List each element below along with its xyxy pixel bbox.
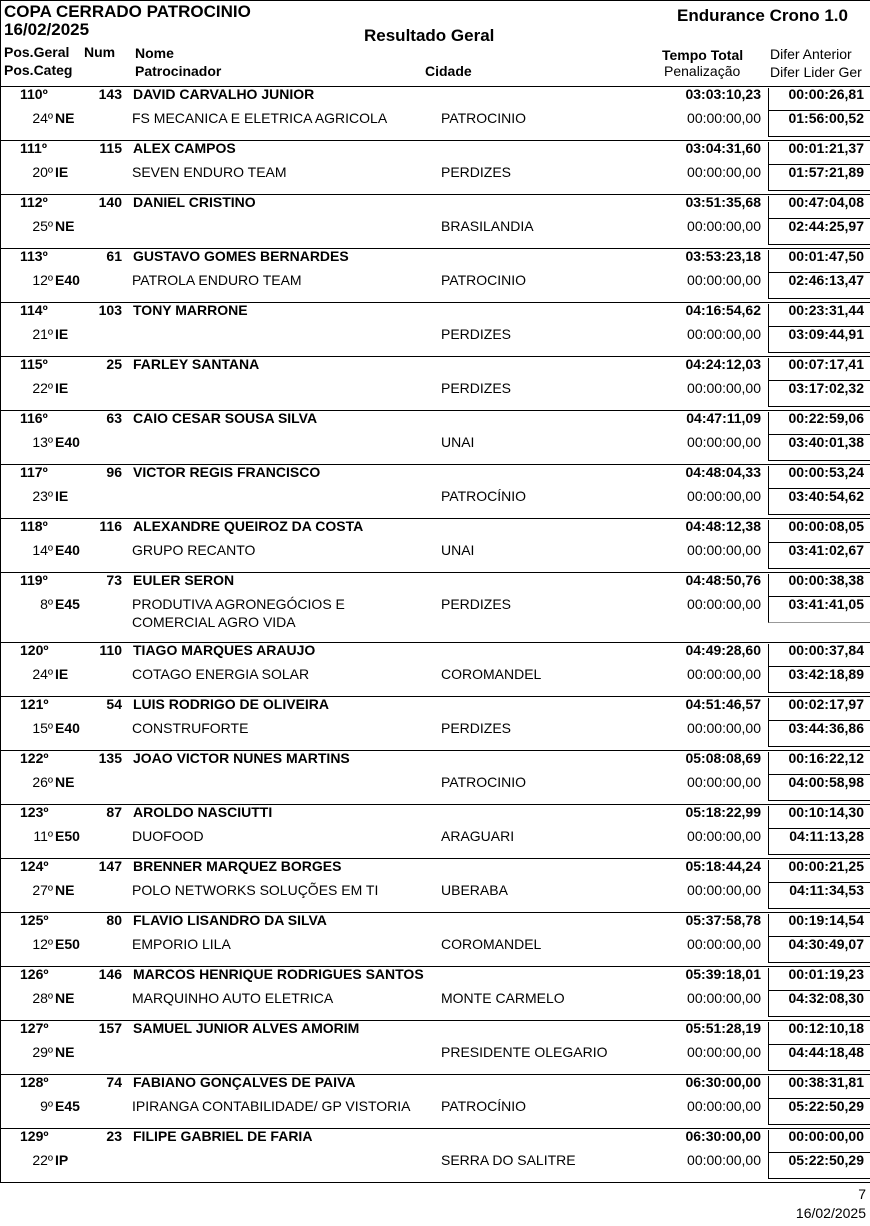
rider-name: JOAO VICTOR NUNES MARTINS (133, 750, 350, 766)
category-position: 15º (32, 720, 53, 736)
penalty-time: 00:00:00,00 (687, 1152, 761, 1168)
penalty-time: 00:00:00,00 (687, 936, 761, 952)
category-position: 20º (32, 164, 53, 180)
category-position: 27º (32, 882, 53, 898)
penalty-time: 00:00:00,00 (687, 380, 761, 396)
overall-position: 129º (20, 1128, 49, 1144)
category-position: 21º (32, 326, 53, 342)
result-row (0, 912, 870, 966)
category-position: 26º (32, 774, 53, 790)
diff-previous: 00:10:14,30 (788, 804, 864, 820)
overall-position: 119º (20, 572, 48, 588)
diff-previous: 00:16:22,12 (788, 750, 864, 766)
city: SERRA DO SALITRE (441, 1152, 576, 1168)
rider-number: 146 (98, 966, 122, 982)
category: E40 (55, 272, 80, 288)
result-row (0, 194, 870, 248)
total-time: 04:49:28,60 (685, 642, 761, 658)
diff-leader: 01:57:21,89 (788, 164, 864, 180)
total-time: 06:30:00,00 (685, 1074, 761, 1090)
category-position: 12º (32, 936, 53, 952)
overall-position: 112º (20, 194, 48, 210)
diff-leader: 02:44:25,97 (788, 218, 864, 234)
overall-position: 114º (20, 302, 48, 318)
rider-name: GUSTAVO GOMES BERNARDES (133, 248, 349, 264)
diff-previous: 00:47:04,08 (788, 194, 864, 210)
rider-name: FABIANO GONÇALVES DE PAIVA (133, 1074, 356, 1090)
sponsor: EMPORIO LILA (132, 936, 231, 952)
sponsor: FS MECANICA E ELETRICA AGRICOLA (132, 110, 388, 126)
total-time: 05:18:44,24 (685, 858, 761, 874)
rider-number: 140 (98, 194, 122, 210)
city: COROMANDEL (441, 666, 542, 682)
result-row (0, 518, 870, 572)
city: UNAI (441, 434, 475, 450)
penalty-time: 00:00:00,00 (687, 272, 761, 288)
category: E45 (55, 596, 80, 612)
result-row (0, 248, 870, 302)
col-cidade: Cidade (425, 63, 472, 79)
total-time: 04:16:54,62 (685, 302, 761, 318)
city: PERDIZES (441, 720, 512, 736)
penalty-time: 00:00:00,00 (687, 596, 761, 612)
city: PERDIZES (441, 596, 512, 612)
city: PATROCÍNIO (441, 488, 527, 504)
rider-number: 25 (106, 356, 122, 372)
table-bottom-rule (0, 1182, 870, 1183)
rider-name: FILIPE GABRIEL DE FARIA (133, 1128, 313, 1144)
rider-name: TONY MARRONE (133, 302, 248, 318)
col-nome: Nome (135, 45, 174, 61)
diff-previous: 00:22:59,06 (788, 410, 864, 426)
total-time: 03:04:31,60 (685, 140, 761, 156)
overall-position: 123º (20, 804, 49, 820)
diff-leader: 03:41:02,67 (788, 542, 864, 558)
sponsor: CONSTRUFORTE (132, 720, 249, 736)
penalty-time: 00:00:00,00 (687, 774, 761, 790)
sponsor: MARQUINHO AUTO ELETRICA (132, 990, 334, 1006)
category: E50 (55, 828, 80, 844)
penalty-time: 00:00:00,00 (687, 434, 761, 450)
rider-number: 147 (98, 858, 122, 874)
rider-name: BRENNER MARQUEZ BORGES (133, 858, 342, 874)
total-time: 04:48:50,76 (685, 572, 761, 588)
diff-previous: 00:00:00,00 (788, 1128, 864, 1144)
category: NE (55, 882, 75, 898)
diff-leader: 04:11:34,53 (789, 882, 864, 898)
overall-position: 113º (20, 248, 48, 264)
diff-leader: 04:32:08,30 (788, 990, 864, 1006)
category-position: 11º (33, 828, 53, 844)
overall-position: 128º (20, 1074, 49, 1090)
col-penalizacao: Penalização (664, 63, 741, 79)
category: E40 (55, 542, 80, 558)
city: UBERABA (441, 882, 508, 898)
total-time: 04:24:12,03 (685, 356, 761, 372)
total-time: 05:08:08,69 (685, 750, 761, 766)
total-time: 03:53:23,18 (685, 248, 761, 264)
penalty-time: 00:00:00,00 (687, 882, 761, 898)
diff-leader: 01:56:00,52 (788, 110, 864, 126)
total-time: 04:48:12,38 (685, 518, 761, 534)
category-position: 22º (32, 1152, 53, 1168)
sponsor: DUOFOOD (132, 828, 204, 844)
total-time: 05:39:18,01 (685, 966, 761, 982)
penalty-time: 00:00:00,00 (687, 326, 761, 342)
category-position: 22º (32, 380, 53, 396)
diff-previous: 00:00:38,38 (788, 572, 864, 588)
overall-position: 127º (20, 1020, 49, 1036)
category-position: 24º (32, 110, 53, 126)
result-row (0, 750, 870, 804)
col-difer-anterior: Difer Anterior (770, 46, 852, 62)
total-time: 03:51:35,68 (685, 194, 761, 210)
software-name: Endurance Crono 1.0 (677, 6, 848, 25)
rider-number: 54 (106, 696, 122, 712)
rider-number: 143 (98, 86, 122, 102)
category-position: 9º (40, 1098, 53, 1114)
report-title: Resultado Geral (364, 26, 495, 45)
penalty-time: 00:00:00,00 (687, 990, 761, 1006)
rider-name: TIAGO MARQUES ARAUJO (133, 642, 316, 658)
overall-position: 122º (20, 750, 49, 766)
category: IE (55, 326, 69, 342)
rider-number: 116 (99, 518, 122, 534)
city: MONTE CARMELO (441, 990, 565, 1006)
category: IE (55, 380, 69, 396)
diff-previous: 00:02:17,97 (788, 696, 864, 712)
category: E40 (55, 720, 80, 736)
diff-leader: 04:11:13,28 (789, 828, 864, 844)
penalty-time: 00:00:00,00 (687, 666, 761, 682)
diff-previous: 00:00:26,81 (788, 86, 864, 102)
sponsor: PRODUTIVA AGRONEGÓCIOS E (132, 596, 345, 612)
result-row (0, 410, 870, 464)
diff-previous: 00:00:37,84 (788, 642, 864, 658)
sponsor: COTAGO ENERGIA SOLAR (132, 666, 310, 682)
total-time: 04:47:11,09 (686, 410, 761, 426)
diff-previous: 00:07:17,41 (788, 356, 864, 372)
rider-number: 110 (99, 642, 122, 658)
city: UNAI (441, 542, 475, 558)
diff-previous: 00:01:21,37 (788, 140, 864, 156)
result-row (0, 696, 870, 750)
diff-leader: 04:44:18,48 (788, 1044, 864, 1060)
rider-number: 23 (106, 1128, 122, 1144)
result-row (0, 302, 870, 356)
diff-previous: 00:01:19,23 (788, 966, 864, 982)
category-position: 14º (32, 542, 53, 558)
penalty-time: 00:00:00,00 (687, 110, 761, 126)
rider-name: LUIS RODRIGO DE OLIVEIRA (133, 696, 330, 712)
sponsor: IPIRANGA CONTABILIDADE/ GP VISTORIA (132, 1098, 411, 1114)
category: NE (55, 218, 75, 234)
rider-name: VICTOR REGIS FRANCISCO (133, 464, 321, 480)
category-position: 13º (32, 434, 53, 450)
category: E50 (55, 936, 80, 952)
rider-number: 115 (99, 140, 122, 156)
penalty-time: 00:00:00,00 (687, 542, 761, 558)
category: NE (55, 774, 75, 790)
overall-position: 125º (20, 912, 49, 928)
diff-previous: 00:12:10,18 (788, 1020, 864, 1036)
sponsor: SEVEN ENDURO TEAM (132, 164, 287, 180)
col-pos-geral: Pos.Geral (4, 44, 70, 60)
rider-number: 63 (106, 410, 122, 426)
rider-name: FARLEY SANTANA (133, 356, 260, 372)
total-time: 04:51:46,57 (685, 696, 761, 712)
diff-previous: 00:00:21,25 (788, 858, 864, 874)
category: IP (55, 1152, 69, 1168)
diff-leader: 05:22:50,29 (788, 1098, 864, 1114)
category: NE (55, 990, 75, 1006)
diff-leader: 03:44:36,86 (788, 720, 864, 736)
rider-number: 73 (106, 572, 122, 588)
result-row (0, 966, 870, 1020)
category: E40 (55, 434, 80, 450)
rider-number: 157 (98, 1020, 122, 1036)
rider-name: CAIO CESAR SOUSA SILVA (133, 410, 318, 426)
overall-position: 116º (20, 410, 48, 426)
result-row (0, 86, 870, 140)
diff-previous: 00:19:14,54 (788, 912, 864, 928)
diff-previous: 00:38:31,81 (788, 1074, 864, 1090)
rider-name: DANIEL CRISTINO (133, 194, 256, 210)
result-row (0, 1020, 870, 1074)
city: BRASILANDIA (441, 218, 534, 234)
sponsor-line-2: COMERCIAL AGRO VIDA (132, 614, 296, 630)
overall-position: 111º (20, 140, 47, 156)
total-time: 06:30:00,00 (685, 1128, 761, 1144)
overall-position: 124º (20, 858, 49, 874)
col-pos-categ: Pos.Categ (4, 62, 73, 78)
diff-leader: 03:41:41,05 (788, 596, 864, 612)
rider-name: MARCOS HENRIQUE RODRIGUES SANTOS (133, 966, 424, 982)
col-num: Num (84, 44, 116, 60)
diff-previous: 00:00:08,05 (788, 518, 864, 534)
diff-leader: 04:30:49,07 (788, 936, 864, 952)
event-date: 16/02/2025 (4, 20, 90, 39)
sponsor: POLO NETWORKS SOLUÇÕES EM TI (132, 882, 379, 898)
result-row (0, 572, 870, 642)
diff-previous: 00:01:47,50 (788, 248, 864, 264)
category: NE (55, 110, 75, 126)
diff-leader: 04:00:58,98 (788, 774, 864, 790)
category: IE (55, 666, 69, 682)
result-row (0, 464, 870, 518)
category-position: 23º (32, 488, 53, 504)
rider-name: DAVID CARVALHO JUNIOR (133, 86, 315, 102)
rider-number: 74 (106, 1074, 122, 1090)
rider-number: 61 (106, 248, 122, 264)
rider-name: FLAVIO LISANDRO DA SILVA (133, 912, 327, 928)
page-number: 7 (858, 1186, 866, 1202)
overall-position: 126º (20, 966, 49, 982)
report-header (0, 0, 870, 86)
total-time: 05:51:28,19 (685, 1020, 761, 1036)
city: PATROCÍNIO (441, 1098, 527, 1114)
sponsor: PATROLA ENDURO TEAM (132, 272, 302, 288)
diff-leader: 03:40:01,38 (788, 434, 864, 450)
penalty-time: 00:00:00,00 (687, 1044, 761, 1060)
total-time: 04:48:04,33 (685, 464, 761, 480)
penalty-time: 00:00:00,00 (687, 218, 761, 234)
col-tempo-total: Tempo Total (662, 47, 744, 63)
category-position: 29º (32, 1044, 53, 1060)
category: IE (55, 488, 69, 504)
category-position: 28º (32, 990, 53, 1006)
category-position: 25º (32, 218, 53, 234)
rider-name: AROLDO NASCIUTTI (133, 804, 273, 820)
rider-number: 87 (106, 804, 122, 820)
event-title: COPA CERRADO PATROCINIO (4, 2, 251, 21)
category-position: 8º (40, 596, 53, 612)
diff-leader: 03:42:18,89 (788, 666, 864, 682)
print-date: 16/02/2025 (795, 1205, 866, 1221)
overall-position: 110º (20, 86, 48, 102)
category-position: 12º (32, 272, 53, 288)
diff-leader: 03:09:44,91 (788, 326, 864, 342)
rider-name: ALEXANDRE QUEIROZ DA COSTA (133, 518, 364, 534)
diff-leader: 03:40:54,62 (788, 488, 864, 504)
city: PRESIDENTE OLEGARIO (441, 1044, 608, 1060)
col-difer-lider: Difer Lider Ger (770, 64, 862, 80)
diff-leader: 05:22:50,29 (788, 1152, 864, 1168)
city: PERDIZES (441, 326, 512, 342)
category: IE (55, 164, 69, 180)
diff-leader: 02:46:13,47 (788, 272, 864, 288)
rider-name: ALEX CAMPOS (133, 140, 236, 156)
rider-number: 96 (106, 464, 122, 480)
diff-previous: 00:23:31,44 (788, 302, 864, 318)
result-row (0, 1074, 870, 1128)
overall-position: 120º (20, 642, 49, 658)
result-row (0, 1128, 870, 1182)
rider-number: 135 (98, 750, 122, 766)
city: PATROCINIO (441, 110, 527, 126)
penalty-time: 00:00:00,00 (687, 828, 761, 844)
sponsor: GRUPO RECANTO (132, 542, 256, 558)
total-time: 05:37:58,78 (685, 912, 761, 928)
result-row (0, 858, 870, 912)
result-row (0, 140, 870, 194)
col-patrocinador: Patrocinador (135, 63, 222, 79)
rider-name: SAMUEL JUNIOR ALVES AMORIM (133, 1020, 360, 1036)
results-list (0, 86, 870, 1183)
overall-position: 121º (20, 696, 49, 712)
category: E45 (55, 1098, 80, 1114)
total-time: 05:18:22,99 (685, 804, 761, 820)
overall-position: 117º (20, 464, 48, 480)
rider-name: EULER SERON (133, 572, 235, 588)
overall-position: 118º (20, 518, 48, 534)
category-position: 24º (32, 666, 53, 682)
city: COROMANDEL (441, 936, 542, 952)
diff-previous: 00:00:53,24 (788, 464, 864, 480)
penalty-time: 00:00:00,00 (687, 1098, 761, 1114)
city: PATROCINIO (441, 272, 527, 288)
penalty-time: 00:00:00,00 (687, 164, 761, 180)
diff-leader: 03:17:02,32 (788, 380, 864, 396)
rider-number: 80 (106, 912, 122, 928)
overall-position: 115º (20, 356, 48, 372)
penalty-time: 00:00:00,00 (687, 488, 761, 504)
city: PERDIZES (441, 164, 512, 180)
rider-number: 103 (98, 302, 122, 318)
category: NE (55, 1044, 75, 1060)
result-row (0, 356, 870, 410)
city: ARAGUARI (441, 828, 515, 844)
result-row (0, 642, 870, 696)
result-row (0, 804, 870, 858)
city: PERDIZES (441, 380, 512, 396)
total-time: 03:03:10,23 (685, 86, 761, 102)
penalty-time: 00:00:00,00 (687, 720, 761, 736)
city: PATROCINIO (441, 774, 527, 790)
